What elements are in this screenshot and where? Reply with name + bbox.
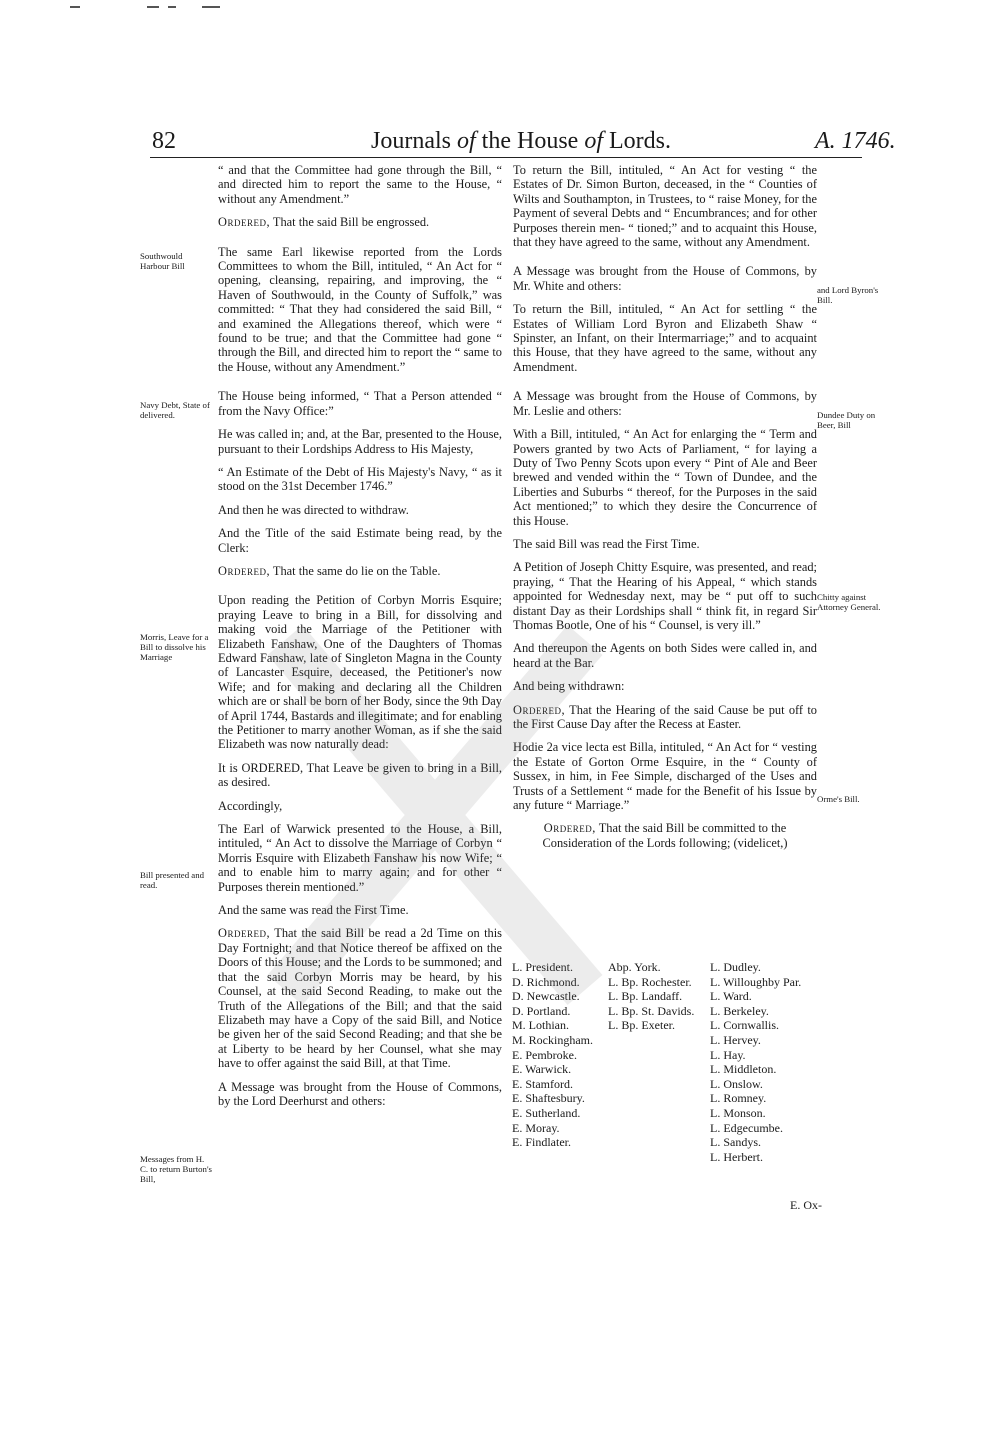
left-column [218,163,502,1117]
paragraph: He was called in; and, at the Bar, presented to the House, pursuant to their Lordships Address to His Majesty, [218,427,502,456]
lord-entry: L. Ward. [710,989,752,1004]
lord-entry: L. Bp. Landaff. [608,989,683,1004]
lord-entry: L. Cornwallis. [710,1018,779,1033]
paragraph: The Earl of Warwick presented to the House, a Bill, intituled, “ An Act to dissolve the Marriage of Corbyn “ Morris Esquire with Elizabeth Fanshaw his now Wife; “ and to enable him to marry again; and for other “ Purposes therein mentioned.” [218,822,502,894]
margin-note-morris: Morris, Leave for a Bill to dissolve his Marriage [140,632,209,662]
lord-entry: E. Pembroke. [512,1047,577,1062]
right-column [513,163,817,860]
lord-entry: L. Hervey. [710,1032,761,1047]
lord-entry: L. Dudley. [710,960,761,974]
paragraph: And being withdrawn: [513,679,625,694]
margin-note-messages: Messages from H. C. to return Burton's Bill, [140,1154,212,1184]
lord-entry: L. Bp. Rochester. [608,974,692,989]
lord-entry: L. Romney. [710,1091,767,1106]
lord-entry: L. Monson. [710,1105,766,1120]
ordered-paragraph: Ordered, That the same do lie on the Table. [218,563,441,578]
margin-note-southwould: Southwould Harbour Bill [140,251,185,271]
paragraph: With a Bill, intituled, “ An Act for enlarging the “ Term and Powers granted by two Acts of Parliament, “ for laying a Duty of Two Penny Scots upon every “ Pint of Ale and Beer brewed and vended within the “ Town of Dundee, and the Liberties and Suburbs “ thereof, for the Purposes in the said Act mentioned;” to which they desire the Concurrence of this House. [513,427,817,528]
paragraph: A Petition of Joseph Chitty Esquire, was presented, and read; praying, “ That the Hearing of his Appeal, “ which stands appointed for Wednesday next, may be “ put off to such distant Day as their Lordships shall “ think fit, in regard Sir Thomas Bootle, One of his “ Counsel, is very ill.” [513,560,817,632]
paragraph: A Message was brought from the House of Commons, by Mr. Leslie and others: [513,389,817,418]
lords-column-2 [608,960,694,1033]
paragraph: A Message was brought from the House of Commons, by Mr. White and others: [513,264,817,293]
lord-entry: E. Stamford. [512,1076,573,1091]
lord-entry: L. Willoughby Par. [710,974,802,989]
paragraph: And the Title of the said Estimate being read, by the Clerk: [218,526,502,555]
margin-note-navy: Navy Debt, State of delivered. [140,400,210,420]
paragraph: And then he was directed to withdraw. [218,502,409,517]
lord-entry: L. Onslow. [710,1076,763,1091]
margin-note-bill-presented: Bill presented and read. [140,870,205,890]
lord-entry: D. Portland. [512,1003,571,1018]
lords-list [512,960,872,1180]
paragraph: “ An Estimate of the Debt of His Majesty's Navy, “ as it stood on the 31st December 1746.” [218,464,502,494]
paragraph: The same Earl likewise reported from the Lords Committees to whom the Bill, intituled, “ An Act for “ opening, cleansing, repairing, and improving, the “ Haven of Southwould, in the County of Suffolk,” was committed: “ That they had considered the said Bill, “ and examined the Allegations thereof, which were “ found to be true; and that the Committee had gone “ through the Bill, and directed him to report the “ same to the House, without any Amendment.” [218,244,502,374]
paragraph: To return the Bill, intituled, “ An Act for settling “ the Estates of William Lord Byron and Elizabeth Shaw “ Spinster, an Infant, on their Intermarriage;” and to acquaint this House, that they have agreed to the same, without any Amendment. [513,302,817,374]
margin-note-byron: and Lord Byron's Bill. [817,285,879,305]
ordered-paragraph: Ordered, That the said Bill be read a 2d Time on this Day Fortnight; and that Notice thereof be affixed on the Doors of this House; and the Lords to be summoned; and that the said Corbyn Morris may be heard, by his Counsel, at the said Second Reading, to make out the Truth of the Allegations of the Bill; and that the said Elizabeth may have a Copy of the said Bill, and Notice be given her of the said Second Reading; and that she be at Liberty to be heard by her Counsel, what she may have to offer against the said Bill, at that Time. [218,926,503,1071]
top-scan-marks [70,6,270,12]
margin-note-dundee: Dundee Duty on Beer, Bill [817,410,876,430]
lords-column-3 [710,960,801,1164]
lord-entry: L. Sandys. [710,1135,761,1150]
ordered-paragraph: Ordered, That the Hearing of the said Cause be put off to the First Cause Day after the Recess at Easter. [513,702,818,731]
margin-note-chitty: Chitty against Attorney General. [817,592,881,612]
paragraph: A Message was brought from the House of Commons, by the Lord Deerhurst and others: [218,1079,502,1108]
lord-entry: L. Bp. Exeter. [608,1018,675,1033]
page-number: 82 [152,128,176,154]
lord-entry: L. President. [512,960,573,974]
paragraph: The House being informed, “ That a Person attended “ from the Navy Office:” [218,389,502,418]
paragraph: To return the Bill, intituled, “ An Act for vesting “ the Estates of Dr. Simon Burton, deceased, in the “ Counties of Wilts and Southampton, in Trustees, to “ raise Money, for the Payment of several Debts and “ Encumbrances; and for other Purposes therein men- “ tioned;” and to acquaint this House, that they have agreed to the same, without any Amendment. [513,163,817,250]
journal-title: Journals of the House of Lords. [371,128,671,154]
lord-entry: D. Newcastle. [512,989,580,1004]
lord-entry: D. Richmond. [512,974,580,989]
ordered-committee: Ordered, That the said Bill be committed to the Consideration of the Lords following; (videlicet,) [542,821,788,850]
paragraph: The said Bill was read the First Time. [513,536,700,551]
paragraph: Hodie 2a vice lecta est Billa, intituled, “ An Act for “ vesting the Estate of Gorton Orme Esquire, in the “ County of Sussex, in him, in Fee Simple, discharged of the Uses and Trusts of a Settlement “ made for the Benefit of his Issue by any future “ Marriage.” [513,740,817,813]
ordered-paragraph: Ordered, That the said Bill be engrossed. [218,215,430,230]
year-heading: A. 1746. [815,128,896,154]
paragraph: “ and that the Committee had gone through the Bill, “ and directed him to report the same to the House, “ without any Amendment.” [218,163,502,206]
lord-entry: L. Bp. St. Davids. [608,1003,695,1018]
lord-entry: E. Shaftesbury. [512,1091,585,1106]
paragraph: It is ORDERED, That Leave be given to bring in a Bill, as desired. [218,760,502,790]
lord-entry: L. Middleton. [710,1062,777,1077]
lord-entry: M. Lothian. [512,1018,569,1033]
running-header [0,128,992,158]
paragraph: And the same was read the First Time. [218,903,409,918]
lord-entry: M. Rockingham. [512,1032,593,1047]
lord-entry: L. Herbert. [710,1149,763,1164]
lord-entry: E. Sutherland. [512,1105,581,1120]
lord-entry: E. Findlater. [512,1135,571,1150]
lord-entry: L. Edgecumbe. [710,1120,783,1135]
catchword: E. Ox- [790,1198,822,1212]
margin-note-orme: Orme's Bill. [817,794,860,804]
paragraph: And thereupon the Agents on both Sides were called in, and heard at the Bar. [513,641,817,670]
paragraph: Accordingly, [218,798,283,813]
lord-entry: L. Hay. [710,1047,746,1062]
lord-entry: E. Warwick. [512,1062,572,1077]
paragraph: Upon reading the Petition of Corbyn Morris Esquire; praying Leave to bring in a Bill, for dissolving and making void the Marriage of the Petitioner with Elizabeth Fanshaw, One of the Daughters of Thomas Edward Fanshaw, late of Singleton Magna in the County of Lancaster Esquire, deceased, the Petitioner's now Wife; and for making and declaring all the Children which are or shall be born of her Body, since the 9th Day of April 1744, Bastards and illegitimate; and for enabling the Petitioner to marry another Woman, as if she the said Elizabeth was now naturally dead: [218,593,502,752]
lords-column-1 [512,960,593,1150]
lord-entry: L. Berkeley. [710,1003,769,1018]
lord-entry: E. Moray. [512,1120,560,1135]
header-rule [150,157,862,158]
lord-entry: Abp. York. [608,960,661,974]
